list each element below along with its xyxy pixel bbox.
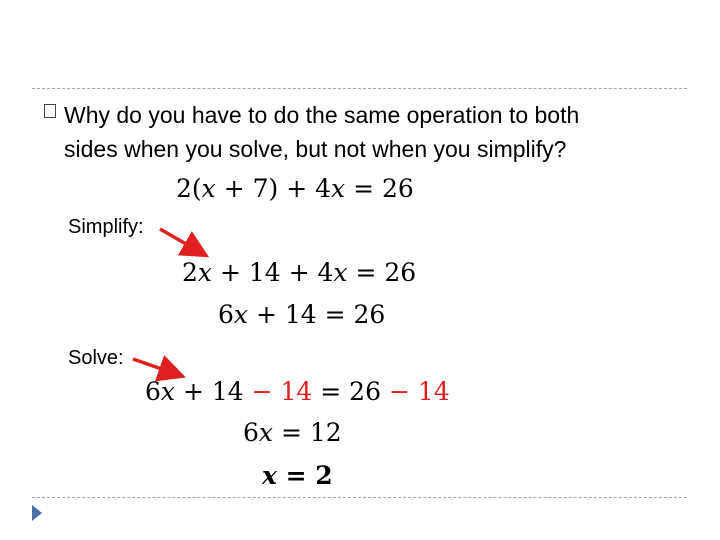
simplify-arrow-icon: [160, 229, 200, 252]
equation-solve-step2: 6x = 12: [243, 418, 342, 447]
question-line-1: Why do you have to do the same operation to both: [64, 102, 580, 128]
equation-solve-step1: 6x + 14 − 14 = 26 − 14: [145, 377, 450, 406]
equation-simplify-step1: 2x + 14 + 4x = 26: [182, 258, 417, 287]
equation-simplify-step2: 6x + 14 = 26: [218, 300, 386, 329]
simplify-label: Simplify:: [68, 216, 144, 238]
solve-label: Solve:: [68, 347, 124, 369]
equation-original: 2(x + 7) + 4x = 26: [176, 174, 414, 203]
question-line-2: sides when you solve, but not when you simplify?: [64, 136, 567, 162]
equation-solution: x = 2: [262, 461, 333, 490]
solve-arrow-icon: [133, 359, 176, 374]
slide-nav-triangle-icon[interactable]: [32, 505, 42, 521]
